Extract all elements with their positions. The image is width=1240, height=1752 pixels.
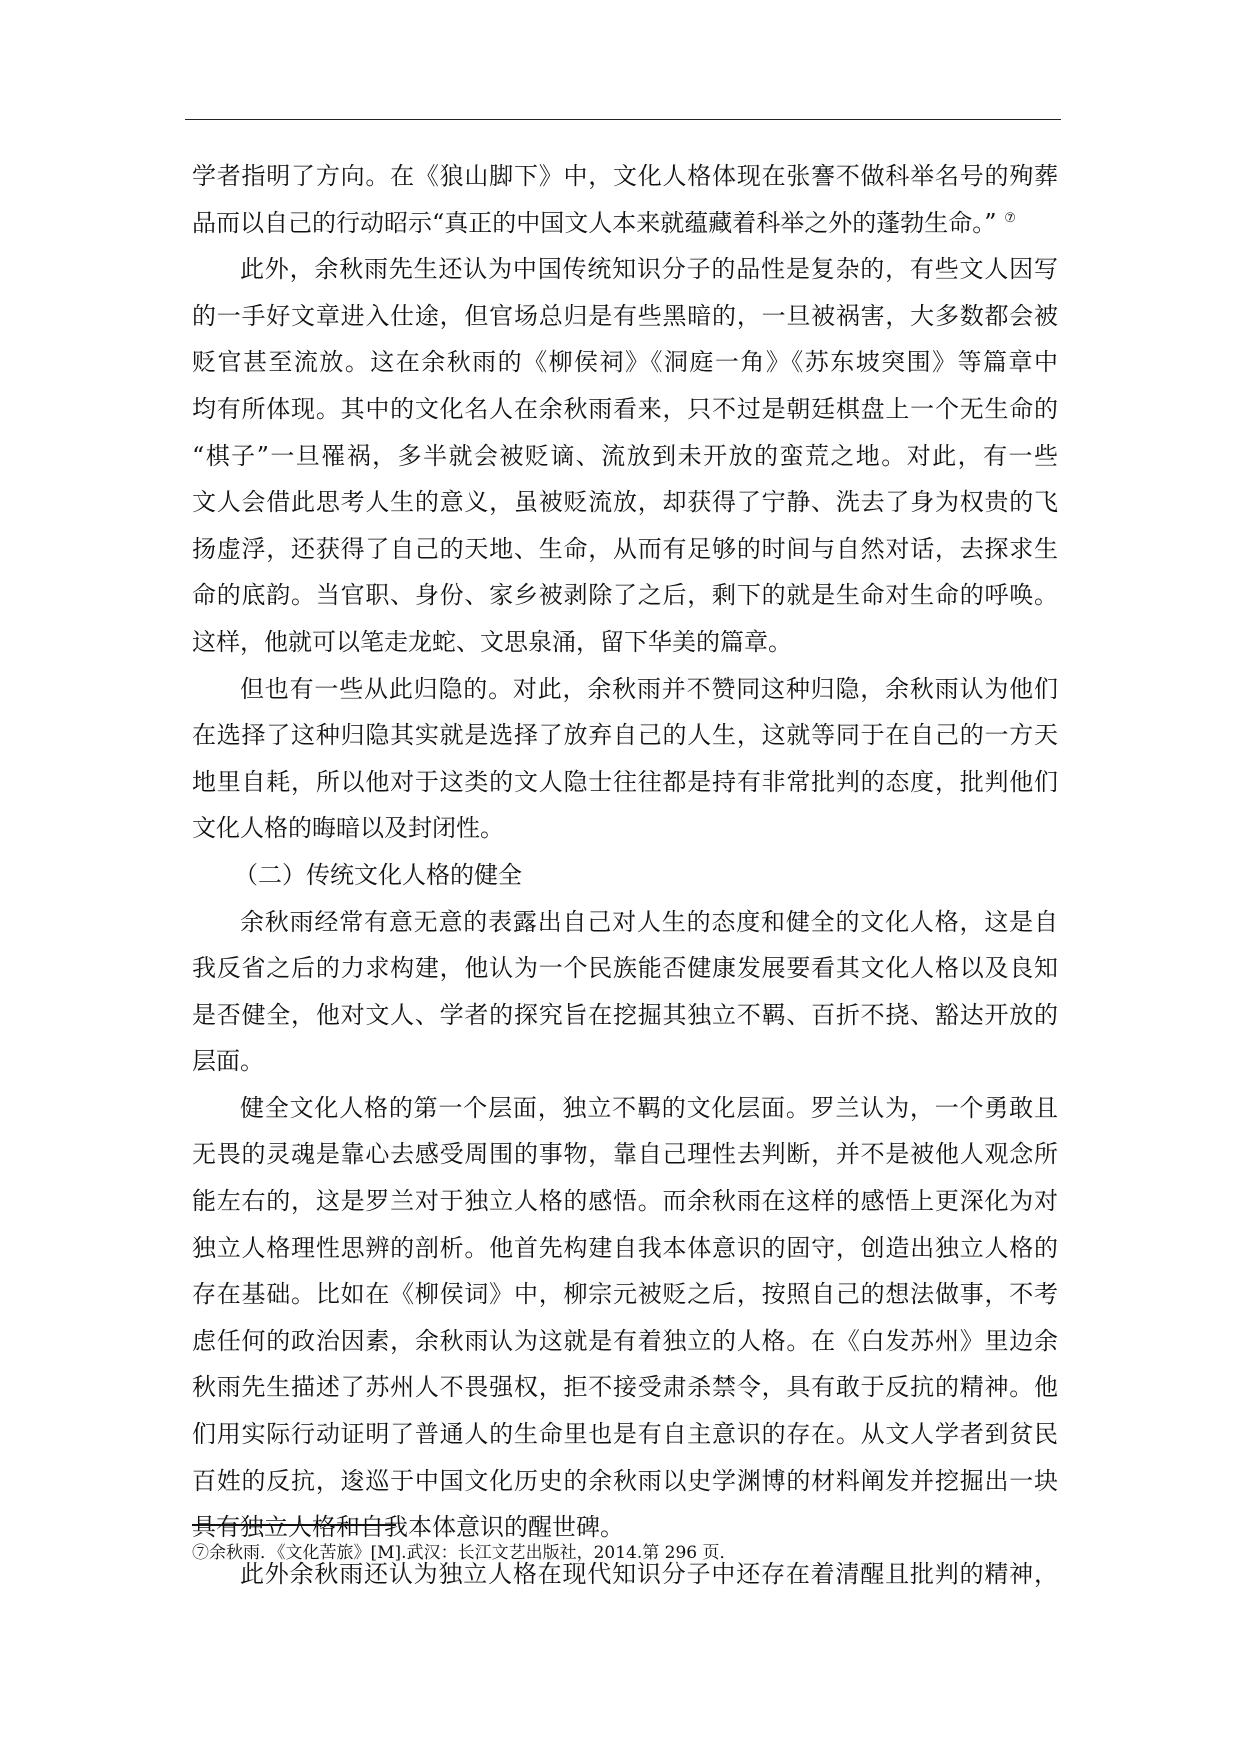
text-line: 命的底韵。当官职、身份、家乡被剥除了之后，剩下的就是生命对生命的呼唤。 bbox=[192, 581, 1058, 610]
body-text bbox=[192, 153, 1058, 1597]
text-line: 秋雨先生描述了苏州人不畏强权，拒不接受肃杀禁令，具有敢于反抗的精神。他 bbox=[192, 1373, 1058, 1402]
text-line: 无畏的灵魂是靠心去感受周围的事物，靠自己理性去判断，并不是被他人观念所 bbox=[192, 1140, 1058, 1169]
text-line: 地里自耗，所以他对于这类的文人隐士往往都是持有非常批判的态度，批判他们 bbox=[192, 767, 1058, 796]
text-line: 扬虚浮，还获得了自己的天地、生命，从而有足够的时间与自然对话，去探求生 bbox=[192, 534, 1058, 563]
text-line: 健全文化人格的第一个层面，独立不羁的文化层面。罗兰认为，一个勇敢且 bbox=[240, 1093, 1058, 1122]
paragraph bbox=[192, 899, 1058, 1085]
text-line bbox=[192, 200, 1058, 247]
text-line: 的一手好文章进入仕途，但官场总归是有些黑暗的，一旦被祸害，大多数都会被 bbox=[192, 301, 1058, 330]
text-line: 学者指明了方向。在《狼山脚下》中，文化人格体现在张謇不做科举名号的殉葬 bbox=[192, 162, 1058, 190]
text-line: 这样，他就可以笔走龙蛇、文思泉涌，留下华美的篇章。 bbox=[192, 627, 792, 656]
footnote-reference[interactable]: ⑦ bbox=[1004, 210, 1016, 226]
section-heading bbox=[192, 852, 1058, 899]
text-line: 具有独立人格和自我本体意识的醒世碑。 bbox=[192, 1513, 624, 1542]
footnote: ⑦余秋雨．《文化苦旅》[M].武汉：长江文艺出版社，2014.第 296 页． bbox=[192, 1543, 737, 1563]
text-line: 此外，余秋雨先生还认为中国传统知识分子的品性是复杂的，有些文人因写 bbox=[240, 255, 1058, 284]
text-line: 层面。 bbox=[192, 1047, 264, 1076]
text-line: 但也有一些从此归隐的。对此，余秋雨并不赞同这种归隐，余秋雨认为他们 bbox=[240, 674, 1058, 703]
footnote-separator bbox=[192, 1524, 396, 1526]
text-line: 我反省之后的力求构建，他认为一个民族能否健康发展要看其文化人格以及良知 bbox=[192, 954, 1058, 983]
text-line: 文化人格的晦暗以及封闭性。 bbox=[192, 814, 504, 843]
text-line: 文人会借此思考人生的意义，虽被贬流放，却获得了宁静、洗去了身为权贵的飞 bbox=[192, 488, 1058, 517]
paragraph bbox=[192, 246, 1058, 665]
text-line: 存在基础。比如在《柳侯词》中，柳宗元被贬之后，按照自己的想法做事，不考 bbox=[192, 1280, 1058, 1309]
text-line: 贬官甚至流放。这在余秋雨的《柳侯祠》《洞庭一角》《苏东坡突围》等篇章中 bbox=[192, 348, 1058, 377]
text-line: 均有所体现。其中的文化名人在余秋雨看来，只不过是朝廷棋盘上一个无生命的 bbox=[192, 394, 1058, 423]
text-line: 们用实际行动证明了普通人的生命里也是有自主意识的存在。从文人学者到贫民 bbox=[192, 1420, 1058, 1449]
paragraph bbox=[192, 1085, 1058, 1551]
text-line: 余秋雨经常有意无意的表露出自己对人生的态度和健全的文化人格，这是自 bbox=[240, 907, 1058, 936]
paragraph bbox=[192, 666, 1058, 852]
text-line: 在选择了这种归隐其实就是选择了放弃自己的人生，这就等同于在自己的一方天 bbox=[192, 721, 1058, 750]
text-line: 此外余秋雨还认为独立人格在现代知识分子中还存在着清醒且批判的精神， bbox=[240, 1559, 1058, 1588]
text-line-content: 品而以自己的行动昭示“真正的中国文人本来就蕴藏着科举之外的蓬勃生命。” bbox=[192, 208, 997, 237]
header-rule bbox=[185, 119, 1061, 120]
text-line: 是否健全，他对文人、学者的探究旨在挖掘其独立不羁、百折不挠、豁达开放的 bbox=[192, 1000, 1058, 1029]
text-line: 虑任何的政治因素，余秋雨认为这就是有着独立的人格。在《白发苏州》里边余 bbox=[192, 1326, 1058, 1355]
text-line: 能左右的，这是罗兰对于独立人格的感悟。而余秋雨在这样的感悟上更深化为对 bbox=[192, 1187, 1058, 1216]
text-line: 百姓的反抗，逡巡于中国文化历史的余秋雨以史学渊博的材料阐发并挖掘出一块 bbox=[192, 1466, 1058, 1495]
text-line: “棋子”一旦罹祸，多半就会被贬谪、流放到未开放的蛮荒之地。对此，有一些 bbox=[192, 441, 1058, 470]
section-heading-text: （二）传统文化人格的健全 bbox=[234, 860, 522, 889]
text-line: 独立人格理性思辨的剖析。他首先构建自我本体意识的固守，创造出独立人格的 bbox=[192, 1233, 1058, 1262]
paragraph bbox=[192, 153, 1058, 246]
